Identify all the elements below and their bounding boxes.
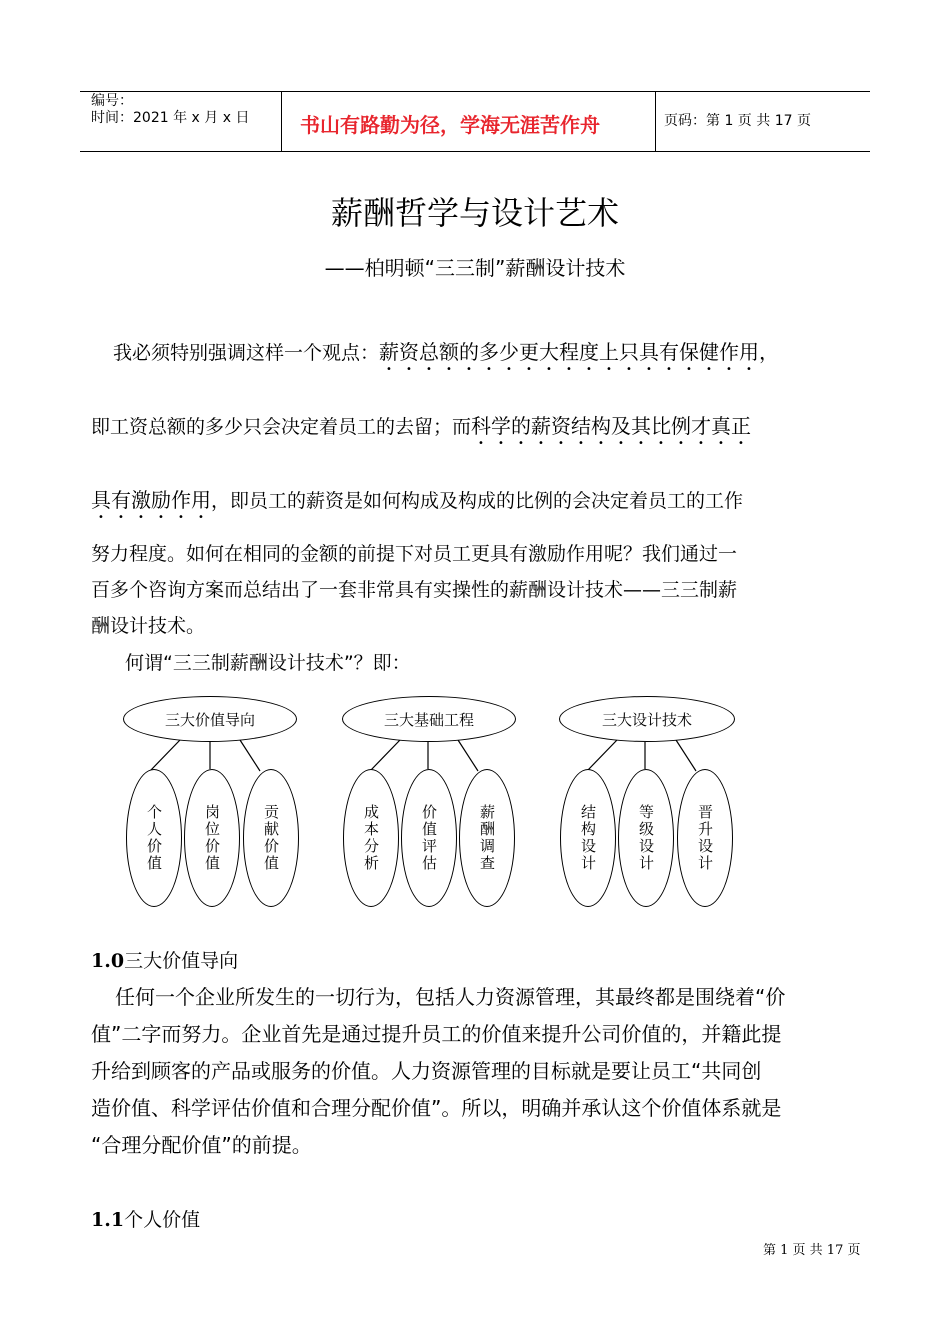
intro-line-2-plain: 即工资总额的多少只会决定着员工的去留；而 <box>91 416 472 438</box>
document-number-label: 编号： <box>91 93 133 109</box>
section-1-1-number: 1.1 <box>91 1209 125 1231</box>
section-1-0-line: 升给到顾客的产品或服务的价值。人力资源管理的目标就是要让员工“共同创 <box>91 1059 762 1083</box>
diagram-group-2-title: 三大基础工程 <box>383 710 474 729</box>
section-1-0-heading <box>91 946 238 973</box>
connector-2-3 <box>458 740 478 771</box>
diagram-group-3-title: 三大设计技术 <box>601 710 692 729</box>
section-1-1-title: 个人价值 <box>124 1209 201 1231</box>
diagram-item-1-1-label: 个人价值 <box>145 804 163 872</box>
intro-line-5: 百多个咨询方案而总结出了一套非常具有实操性的薪酬设计技术——三三制薪 <box>91 579 738 601</box>
diagram-item-2-1-label: 成本分析 <box>362 804 380 872</box>
diagram-group-design-techniques <box>559 696 735 742</box>
intro-line-6: 酬设计技术。 <box>91 615 206 637</box>
diagram-item-structure-design <box>560 769 616 907</box>
diagram-group-1-title: 三大价值导向 <box>164 710 255 729</box>
diagram-group-value-orientation <box>123 696 297 742</box>
document-title: 薪酬哲学与设计艺术 <box>330 194 619 232</box>
header-motto: 书山有路勤为径，学海无涯苦作舟 <box>300 113 600 137</box>
section-1-1-heading <box>91 1205 200 1232</box>
connector-3-3 <box>676 740 696 771</box>
connector-1-3 <box>240 740 260 771</box>
intro-line-2-emphasis: 科学的薪资结构及其比例才真正 <box>471 414 752 438</box>
section-1-0-title: 三大价值导向 <box>124 950 239 972</box>
diagram-item-2-2-label: 价值评估 <box>420 804 438 872</box>
section-1-0-line: “合理分配价值”的前提。 <box>91 1133 312 1157</box>
diagram-item-2-3-label: 薪酬调查 <box>478 804 496 872</box>
diagram-group-foundation-projects <box>342 696 516 742</box>
diagram-item-contribution-value <box>243 769 299 907</box>
section-1-0-body <box>91 979 871 1164</box>
diagram-item-personal-value <box>126 769 182 907</box>
diagram-item-3-3-label: 晋升设计 <box>696 804 714 872</box>
diagram-item-position-value <box>184 769 240 907</box>
diagram-item-grade-design <box>618 769 674 907</box>
document-subtitle: ——柏明顿“三三制”薪酬设计技术 <box>324 256 626 280</box>
intro-line-3-plain: ，即员工的薪资是如何构成及构成的比例的会决定着员工的工作 <box>211 490 744 512</box>
diagram-item-1-3-label: 贡献价值 <box>262 804 280 872</box>
document-date-label: 时间：2021 年 x 月 x 日 <box>91 110 250 126</box>
section-1-0-line: 任何一个企业所发生的一切行为，包括人力资源管理，其最终都是围绕着“价 <box>115 985 786 1009</box>
diagram-item-3-1-label: 结构设计 <box>579 804 597 872</box>
intro-line-1-emphasis: 薪资总额的多少更大程度上只具有保健作用， <box>379 340 780 364</box>
diagram-item-promotion-design <box>677 769 733 907</box>
connector-2-1 <box>370 740 400 771</box>
connector-3-1 <box>587 740 617 771</box>
intro-line-3-emphasis: 具有激励作用 <box>91 488 211 512</box>
section-1-0-number: 1.0 <box>91 950 125 972</box>
diagram-item-3-2-label: 等级设计 <box>637 804 655 872</box>
diagram-item-1-2-label: 岗位价值 <box>203 804 221 872</box>
diagram-item-value-assessment <box>401 769 457 907</box>
header-page-label: 页码：第 1 页 共 17 页 <box>664 113 811 129</box>
page-footer: 第 1 页 共 17 页 <box>763 1243 861 1258</box>
section-1-0-line: 造价值、科学评估价值和合理分配价值”。所以，明确并承认这个价值体系就是 <box>91 1096 782 1120</box>
intro-line-4: 努力程度。如何在相同的金额的前提下对员工更具有激励作用呢？我们通过一 <box>91 543 738 565</box>
connector-1-1 <box>150 740 180 771</box>
diagram-item-cost-analysis <box>343 769 399 907</box>
intro-line-1-plain: 我必须特别强调这样一个观点： <box>113 342 380 364</box>
intro-line-7: 何谓“三三制薪酬设计技术”？即： <box>125 652 411 674</box>
diagram-item-salary-survey <box>459 769 515 907</box>
section-1-0-line: 值”二字而努力。企业首先是通过提升员工的价值来提升公司价值的，并籍此提 <box>91 1022 782 1046</box>
